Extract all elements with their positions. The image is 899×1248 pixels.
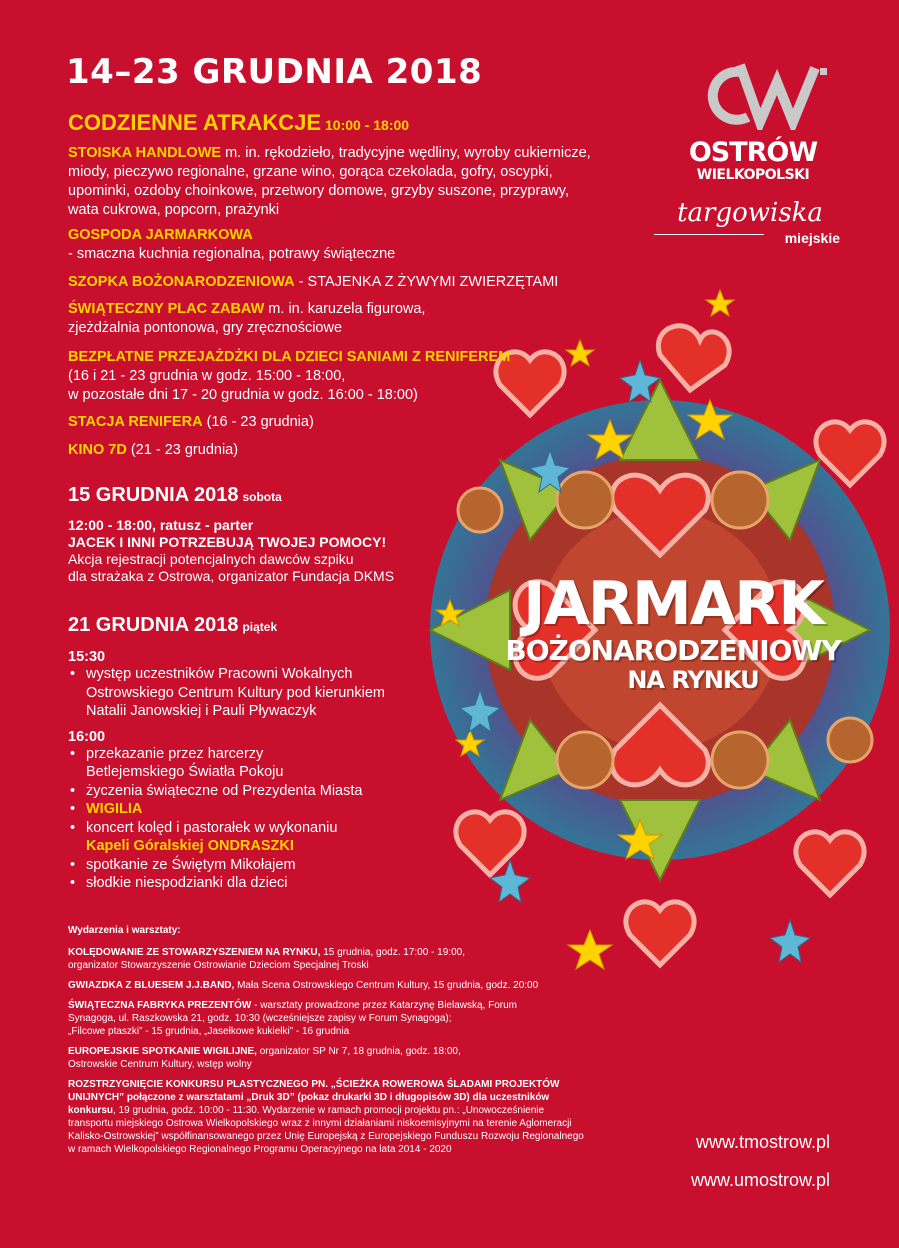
event-dates: 14–23 GRUDNIA 2018 xyxy=(66,52,483,92)
logo-region: WIELKOPOLSKI xyxy=(696,167,810,183)
events-title: Wydarzenia i warsztaty: xyxy=(68,925,181,936)
jarmark-word: JARMARK xyxy=(523,569,823,639)
list-item: • słodkie niespodzianki dla dzieci xyxy=(70,875,288,891)
targowiska-sub: miejskie xyxy=(784,230,840,246)
daily-attractions xyxy=(68,110,628,136)
day-15-headline: JACEK I INNI POTRZEBUJĄ TWOJEJ POMOCY! xyxy=(68,534,387,550)
day-21-heading: 21 GRUDNIA 2018 piątek xyxy=(68,614,278,636)
day-15-heading: 15 GRUDNIA 2018 sobota xyxy=(68,484,282,506)
day-21-list-2 xyxy=(68,745,428,893)
daily-item-stacja: STACJA RENIFERA (16 - 23 grudnia) xyxy=(68,414,314,430)
list-item: • WIGILIA xyxy=(70,801,143,817)
ow-logo-mark-icon xyxy=(705,60,835,130)
daily-item-gospoda: GOSPODA JARMARKOWA - smaczna kuchnia regionalna, potrawy świąteczne xyxy=(68,227,396,262)
events-workshops xyxy=(68,924,628,1156)
list-item: • życzenia świąteczne od Prezydenta Miasta xyxy=(70,782,363,799)
event-5: ROZSTRZYGNIĘCIE KONKURSU PLASTYCZNEGO PN. „ŚCIEŻKA ROWEROWA ŚLADAMI PROJEKTÓW UNIJNYCH” połączone z warsztatami „Druk 3D” (pokaz drukarki 3D i długopisów 3D) dla uczestników konkursu, 19 grudnia, godz. 10:00 - 11:30. Wydarzenie w ramach promocji projektu pn.: „Unowocześnienie transportu miejskiego Ostrowa Wielkopolskiego wraz z innymi działaniami niskoemisyjnymi na terenie Aglomeracji Kalisko-Ostrowskiej” współfinansowanego przez Unię Europejską z Europejskiego Funduszu Rozwoju Regionalnego w ramach Wielkopolskiego Regionalnego Programu Operacyjnego na lata 2014 - 2020 xyxy=(68,1079,584,1155)
day-21-time-1: 15:30 xyxy=(68,649,106,665)
targowiska-script: targowiska xyxy=(677,198,823,228)
day-15-line2: dla strażaka z Ostrowa, organizator Fundacja DKMS xyxy=(68,568,395,584)
url-tmostrow[interactable]: www.tmostrow.pl xyxy=(695,1132,830,1152)
daily-item-plac-zabaw: ŚWIĄTECZNY PLAC ZABAW m. in. karuzela figurowa, zjeżdżalnia pontonowa, gry zręcznościowe xyxy=(68,301,426,336)
jarmark-title xyxy=(483,569,863,694)
daily-title: CODZIENNE ATRAKCJE 10:00 - 18:00 xyxy=(68,110,410,135)
daily-item-szopka: SZOPKA BOŻONARODZENIOWA - STAJENKA Z ŻYWYMI ZWIERZĘTAMI xyxy=(68,274,559,290)
day-21 xyxy=(68,614,428,893)
daily-item-kino: KINO 7D (21 - 23 grudnia) xyxy=(68,442,239,458)
day-21-list-1 xyxy=(68,665,428,721)
list-item: • koncert kolęd i pastorałek w wykonaniu Kapeli Góralskiej ONDRASZKI xyxy=(70,819,338,854)
logo-city: OSTRÓW xyxy=(688,137,818,168)
day-21-time-2: 16:00 xyxy=(68,728,106,745)
event-2: GWIAZDKA Z BLUESEM J.J.BAND, Mała Scena Ostrowskiego Centrum Kultury, 15 grudnia, godz. 20:00 xyxy=(68,980,539,991)
url-umostrow[interactable]: www.umostrow.pl xyxy=(690,1170,830,1190)
list-item: • występ uczestników Pracowni Wokalnych Ostrowskiego Centrum Kultury pod kierunkiem Natalii Janowskiej i Pauli Pływaczyk xyxy=(70,666,385,719)
jarmark-location: NA RYNKU xyxy=(627,666,759,694)
targowiska-underline xyxy=(654,234,764,235)
day-15-line1: Akcja rejestracji potencjalnych dawców szpiku xyxy=(68,551,354,567)
list-item: • przekazanie przez harcerzy Betlejemskiego Światła Pokoju xyxy=(70,745,284,780)
event-1: KOLĘDOWANIE ZE STOWARZYSZENIEM NA RYNKU, 15 grudnia, godz. 17:00 - 19:00, organizator Stowarzyszenie Ostrowianie Dzieciom Specjalnej Troski xyxy=(68,947,465,971)
day-15-time: 12:00 - 18:00, ratusz - parter xyxy=(68,517,254,533)
daily-item-stoiska: STOISKA HANDLOWE m. in. rękodzieło, tradycyjne wędliny, wyroby cukiernicze, miody, pieczywo regionalne, grzane wino, gorąca czekolada, gofry, oscypki, upominki, ozdoby choinkowe, przetwory domowe, grzyby suszone, przyprawy, wata cukrowa, popcorn, prażynki xyxy=(68,145,591,218)
daily-item-przejazdzki: BEZPŁATNE PRZEJAŻDŻKI DLA DZIECI SANIAMI Z RENIFEREM (16 i 21 - 23 grudnia w godz. 15:00 - 18:00, w pozostałe dni 17 - 20 grudnia w godz. 16:00 - 18:00) xyxy=(68,349,511,403)
list-item: • spotkanie ze Świętym Mikołajem xyxy=(70,856,296,873)
event-4: EUROPEJSKIE SPOTKANIE WIGILIJNE, organizator SP Nr 7, 18 grudnia, godz. 18:00, Ostrowskie Centrum Kultury, wstęp wolny xyxy=(68,1046,461,1070)
jarmark-subtitle: BOŻONARODZENIOWY xyxy=(505,634,841,667)
event-3: ŚWIĄTECZNA FABRYKA PREZENTÓW - warsztaty prowadzone przez Katarzynę Bielawską, Forum Synagoga, ul. Raszkowska 21, godz. 10:30 (wcześniejsze zapisy w Forum Synagoga); „Filcowe ptaszki” - 15 grudnia, „Jasełkowe kukiełki” - 16 grudnia xyxy=(68,1000,517,1037)
